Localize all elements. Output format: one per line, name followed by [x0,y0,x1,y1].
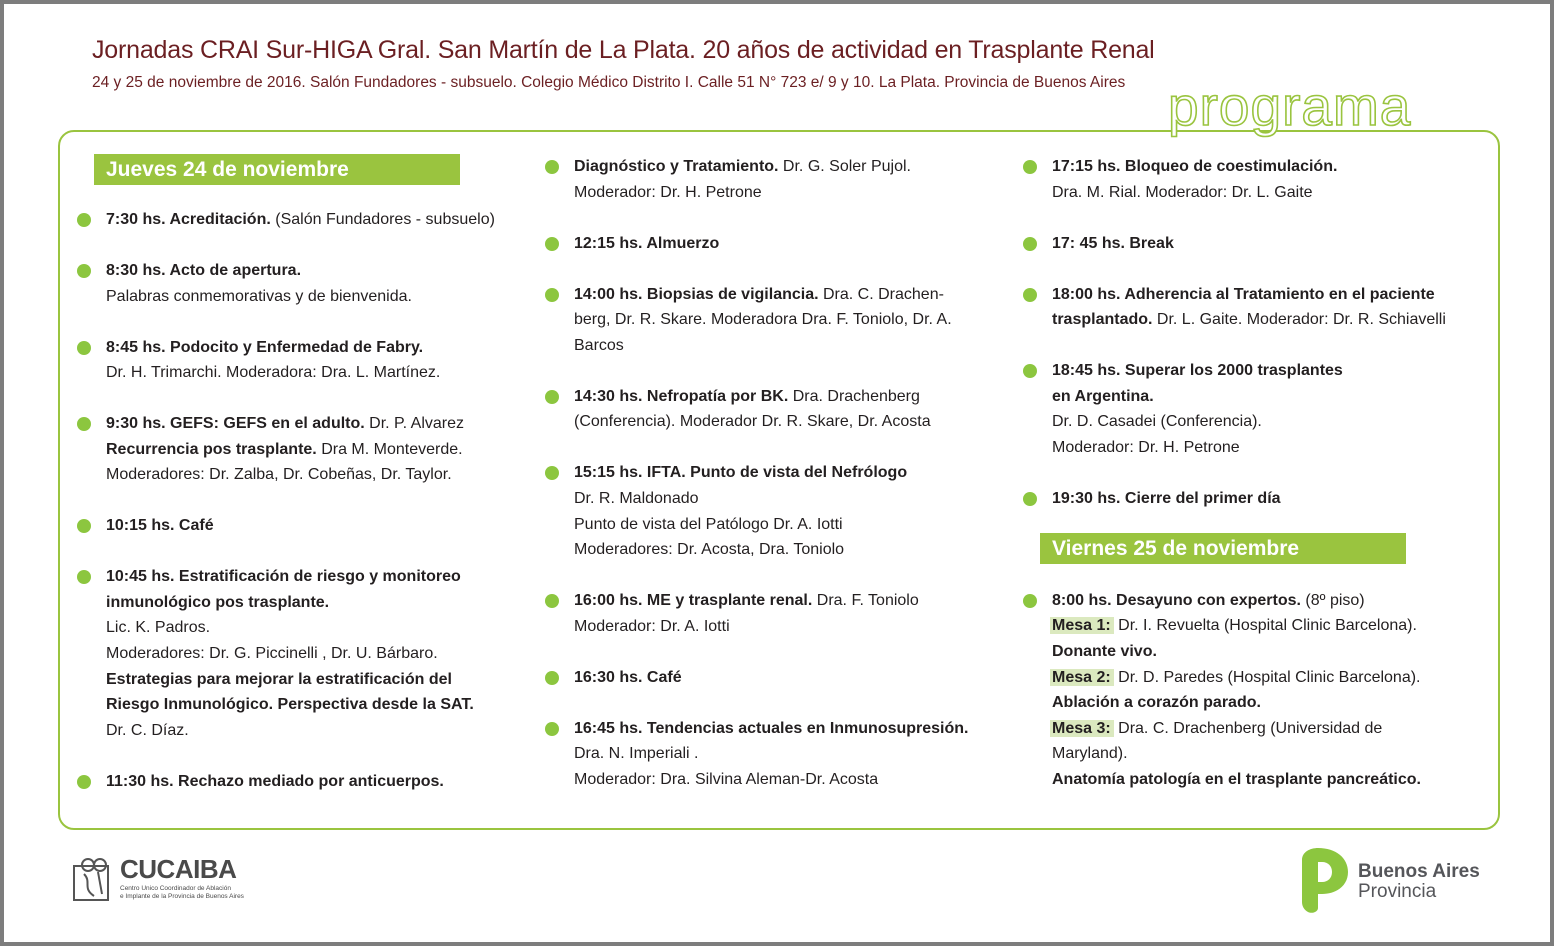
program-text: Dr. G. Soler Pujol. [778,158,911,175]
program-line [1052,613,1492,639]
program-line [106,411,516,437]
program-text: Dr. P. Alvarez [364,415,465,433]
program-bold-text: 19:30 hs. Cierre del primer día [1052,489,1281,507]
cucaiba-emblem-icon [72,856,116,902]
bullet-dot-icon [1023,237,1037,251]
program-bold-text: 18:00 hs. Adherencia al Tratamiento en el paciente [1052,285,1435,303]
bullet-dot-icon [1023,364,1037,378]
program-bold-text: 17:15 hs. Bloqueo de coestimulación. [1052,158,1338,175]
program-bold-text: 10:15 hs. Café [106,517,214,535]
bullet-dot-icon [545,160,559,174]
program-line [106,513,516,539]
day1-heading: Jueves 24 de noviembre [94,154,460,185]
program-line [574,716,994,742]
program-line [574,767,994,793]
program-bold-text: 12:15 hs. Almuerzo [574,234,720,252]
cucaiba-subtitle-line2: e Implante de la Provincia de Buenos Aires [120,892,244,900]
program-item [76,335,516,386]
program-line [1052,307,1492,333]
provincia-p-icon [1296,846,1352,914]
program-text: Dra. N. Imperiali . [574,745,699,763]
program-line [1052,767,1492,793]
bullet-dot-icon [545,288,559,302]
program-bold-text: 17: 45 hs. Break [1052,234,1174,252]
program-line [574,486,994,512]
program-line [1052,716,1492,742]
program-line [106,718,516,744]
cucaiba-subtitle-line1: Centro Unico Coordinador de Ablación [120,885,231,892]
program-text: (Salón Fundadores - subsuelo) [270,211,495,228]
program-line [106,207,516,233]
program-text: Dra. M. Rial. Moderador: Dr. L. Gaite [1052,183,1313,201]
program-text: Barcos [574,336,624,354]
program-line [574,512,994,538]
program-line [574,180,994,206]
program-text: Dr. I. Revuelta (Hospital Clinic Barcelona). [1113,617,1417,635]
program-bold-text: 16:00 hs. ME y trasplante renal. [574,592,813,610]
program-item [76,207,516,233]
program-bold-text: 11:30 hs. Rechazo mediado por anticuerpos. [106,772,444,790]
program-text: Moderador: Dr. H. Petrone [574,183,762,201]
program-line [574,384,994,410]
program-item [1022,154,1492,205]
program-bold-text: 7:30 hs. Acreditación. [106,211,271,228]
program-text: Dra. C. Drachen- [818,285,944,303]
program-line [574,282,994,308]
program-line [1052,639,1492,665]
program-item [76,564,516,743]
program-bold-text: Estrategias para mejorar la estratificación del [106,670,452,688]
program-item [544,282,994,359]
bullet-dot-icon [545,390,559,404]
program-line [574,588,994,614]
program-bold-text: 14:30 hs. Nefropatía por BK. [574,387,789,405]
program-text: Moderador: Dr. H. Petrone [1052,438,1240,456]
program-bold-text: Riesgo Inmunológico. Perspectiva desde la SAT. [106,696,474,714]
program-item [1022,588,1492,793]
program-bold-text: Ablación a corazón parado. [1052,694,1261,712]
program-line [106,615,516,641]
program-text: (8º piso) [1300,591,1365,609]
program-line [1052,154,1492,180]
program-line [106,335,516,361]
program-line [1052,180,1492,206]
program-bold-text: Diagnóstico y Tratamiento. [574,158,779,175]
program-line [574,307,994,333]
program-bold-text: Donante vivo. [1052,643,1157,661]
bullet-dot-icon [77,417,91,431]
column-1 [76,154,516,820]
program-item [76,411,516,488]
program-bold-text: 8:00 hs. Desayuno con expertos. [1052,591,1301,609]
program-line [106,692,516,718]
program-item [1022,486,1492,512]
program-line [106,769,516,795]
day1-col1-list [76,207,516,794]
bullet-dot-icon [545,466,559,480]
program-line [574,231,994,257]
program-text: Maryland). [1052,745,1128,763]
program-item [1022,231,1492,257]
mesa-label: Mesa 1: [1050,617,1114,634]
program-bold-text: en Argentina. [1052,387,1154,405]
program-line [106,258,516,284]
program-line [1052,665,1492,691]
program-text: Moderador: Dr. A. Iotti [574,617,730,635]
program-item [544,384,994,435]
program-item [76,258,516,309]
program-item [1022,358,1492,460]
day2-heading: Viernes 25 de noviembre [1040,533,1406,564]
program-line [1052,690,1492,716]
program-text: Dra. C. Drachenberg (Universidad de [1113,719,1383,737]
cucaiba-name: CUCAIBA [120,854,237,884]
bullet-dot-icon [77,519,91,533]
program-line [574,460,994,486]
programa-heading: programa [1168,75,1412,137]
program-text: Dr. D. Casadei (Conferencia). [1052,413,1262,431]
program-item [544,716,994,793]
program-item [544,460,994,562]
program-bold-text: 18:45 hs. Superar los 2000 trasplantes [1052,362,1343,380]
program-line [1052,486,1492,512]
program-bold-text: 10:45 hs. Estratificación de riesgo y monitoreo [106,568,461,586]
program-line [106,590,516,616]
program-item [1022,282,1492,333]
bullet-dot-icon [1023,160,1037,174]
program-text: (Conferencia). Moderador Dr. R. Skare, Dr. Acosta [574,413,931,431]
program-text: Moderadores: Dr. Zalba, Dr. Cobeñas, Dr. Taylor. [106,466,452,484]
bullet-dot-icon [545,594,559,608]
program-line [1052,588,1492,614]
program-bold-text: trasplantado. [1052,311,1153,329]
program-line [574,741,994,767]
program-bold-text: 14:00 hs. Biopsias de vigilancia. [574,285,819,303]
program-line [106,437,516,463]
bullet-dot-icon [1023,492,1037,506]
bullet-dot-icon [1023,594,1037,608]
program-line [1052,384,1492,410]
program-line [106,284,516,310]
program-text: Moderadores: Dr. Acosta, Dra. Toniolo [574,541,845,559]
program-item [544,588,994,639]
program-bold-text: inmunológico pos trasplante. [106,593,330,611]
ba-logo-line2: Provincia [1358,881,1437,902]
program-line [1052,409,1492,435]
program-text: Dra. Drachenberg [788,387,920,405]
program-line [574,665,994,691]
program-bold-text: 16:30 hs. Café [574,668,682,686]
day1-col2-list [544,154,994,792]
program-text: Dr. H. Trimarchi. Moderadora: Dra. L. Martínez. [106,364,441,382]
program-line [1052,282,1492,308]
program-line [574,537,994,563]
mesa-label: Mesa 2: [1050,669,1114,686]
program-bold-text: 16:45 hs. Tendencias actuales en Inmunosupresión. [574,719,969,737]
bullet-dot-icon [545,237,559,251]
program-bold-text: Recurrencia pos trasplante. [106,440,317,458]
page-subtitle: 24 y 25 de noviembre de 2016. Salón Fundadores - subsuelo. Colegio Médico Distrito I. Calle 51 N° 723 e/ 9 y 10. La Plata. Provincia de Buenos Aires [92,74,1126,91]
bullet-dot-icon [77,570,91,584]
program-bold-text: 9:30 hs. GEFS: GEFS en el adulto. [106,415,365,433]
mesa-label: Mesa 3: [1050,720,1114,737]
program-text: Dr. L. Gaite. Moderador: Dr. R. Schiavelli [1152,311,1446,329]
program-line [1052,435,1492,461]
day2-list [1022,588,1492,793]
program-line [1052,231,1492,257]
bullet-dot-icon [77,213,91,227]
program-text: Moderador: Dra. Silvina Aleman-Dr. Acosta [574,770,879,788]
program-text: Dr. C. Díaz. [106,721,189,739]
program-line [574,154,994,180]
program-text: Lic. K. Padros. [106,619,211,637]
program-item [544,154,994,205]
bullet-dot-icon [77,341,91,355]
column-3 [1022,154,1492,818]
cucaiba-logo [72,854,262,904]
program-text: Moderadores: Dr. G. Piccinelli , Dr. U. Bárbaro. [106,645,438,663]
day1-col3-list [1022,154,1492,512]
program-text: Punto de vista del Patólogo Dr. A. Iotti [574,515,843,533]
ba-logo-line1: Buenos Aires [1358,861,1480,882]
program-bold-text: 15:15 hs. IFTA. Punto de vista del Nefrólogo [574,464,908,482]
page-title: Jornadas CRAI Sur-HIGA Gral. San Martín de La Plata. 20 años de actividad en Trasplante Renal [92,36,1155,64]
program-bold-text: Anatomía patología en el trasplante pancreático. [1052,771,1421,789]
program-line [106,641,516,667]
program-line [106,360,516,386]
bullet-dot-icon [545,722,559,736]
program-text: berg, Dr. R. Skare. Moderadora Dra. F. Toniolo, Dr. A. [574,311,952,329]
program-line [574,333,994,359]
program-bold-text: 8:45 hs. Podocito y Enfermedad de Fabry. [106,338,424,356]
bullet-dot-icon [545,671,559,685]
program-item [544,231,994,257]
program-line [106,667,516,693]
program-line [574,409,994,435]
program-item [76,769,516,795]
program-line [574,614,994,640]
program-text: Dra. F. Toniolo [812,592,919,610]
program-line [106,462,516,488]
bullet-dot-icon [1023,288,1037,302]
program-text: Dr. D. Paredes (Hospital Clinic Barcelona). [1113,668,1421,686]
bullet-dot-icon [77,775,91,789]
bullet-dot-icon [77,264,91,278]
program-item [76,513,516,539]
program-bold-text: 8:30 hs. Acto de apertura. [106,261,302,279]
cucaiba-subtitle [120,885,244,900]
column-2 [544,154,994,818]
program-line [1052,358,1492,384]
program-line [106,564,516,590]
program-text: Dra M. Monteverde. [316,440,463,458]
program-text: Dr. R. Maldonado [574,489,699,507]
program-line [1052,741,1492,767]
buenos-aires-provincia-logo [1296,846,1496,916]
program-text: Palabras conmemorativas y de bienvenida. [106,287,412,305]
program-item [544,665,994,691]
